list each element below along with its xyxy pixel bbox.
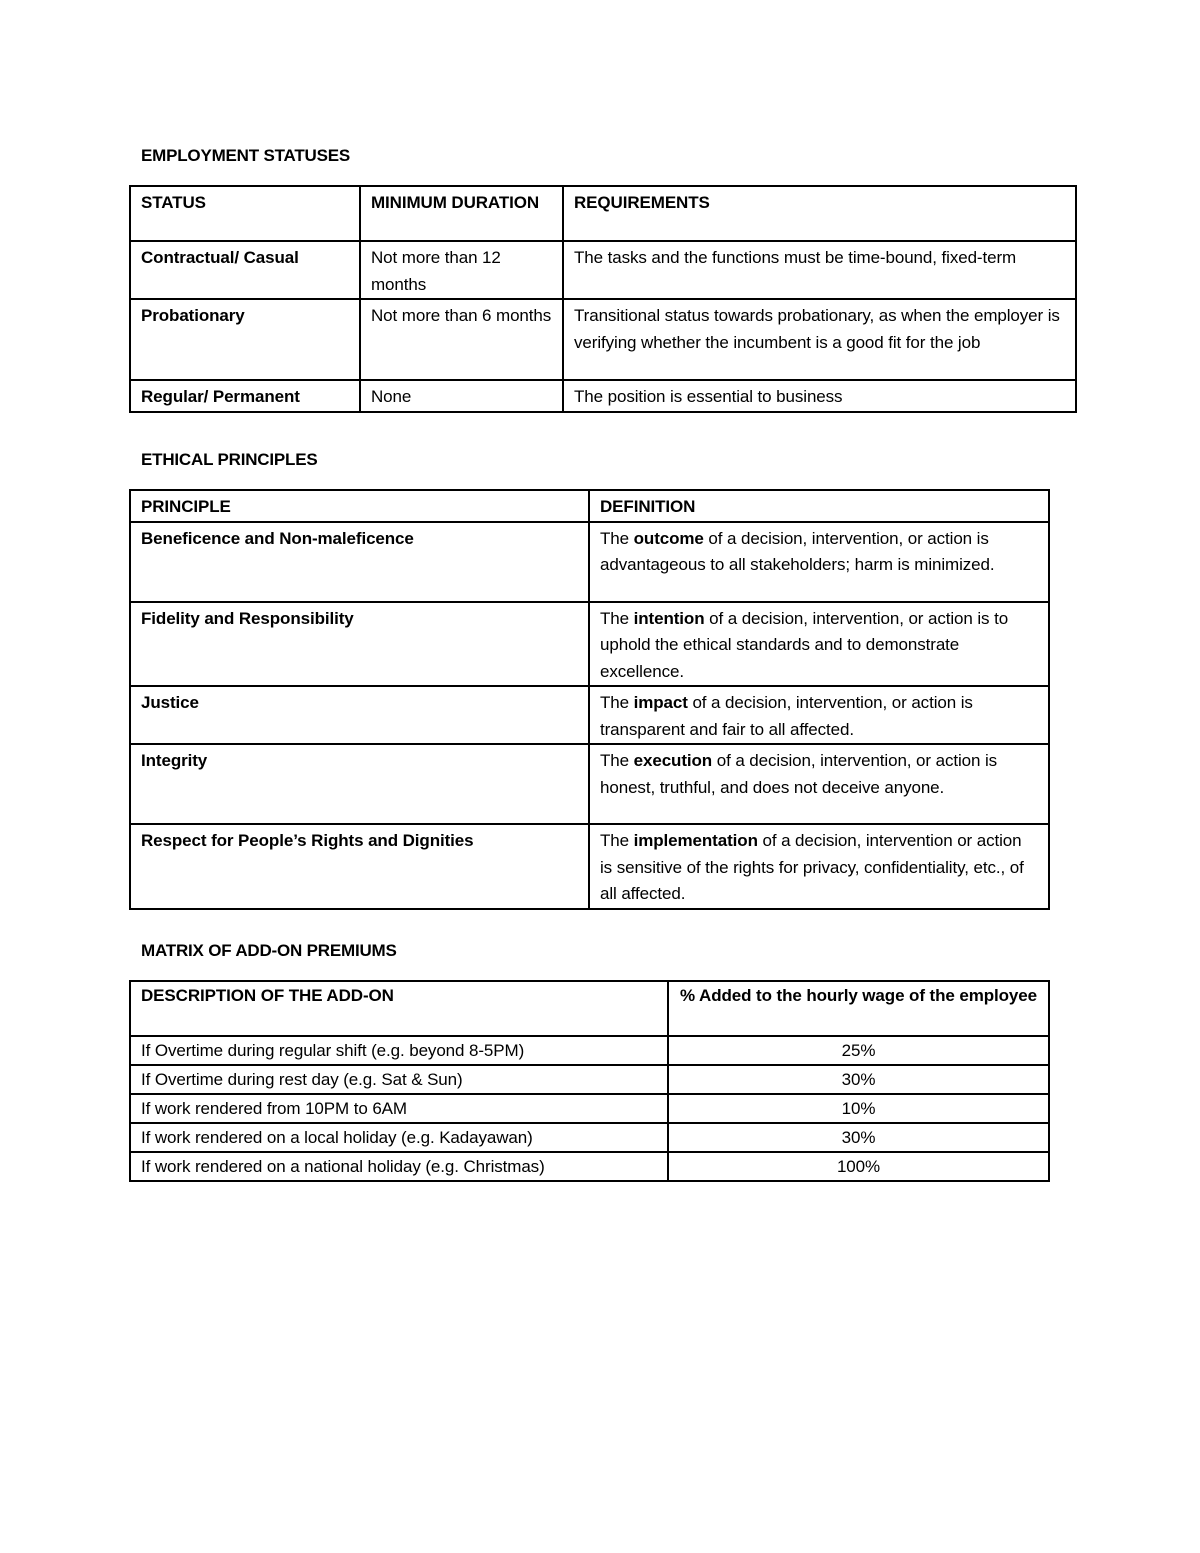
description-cell: If Overtime during rest day (e.g. Sat & Sun) <box>130 1065 668 1094</box>
header-definition: DEFINITION <box>589 490 1049 522</box>
table-row <box>130 1036 1049 1065</box>
description-cell: If Overtime during regular shift (e.g. beyond 8-5PM) <box>130 1036 668 1065</box>
definition-cell: The impact of a decision, intervention, or action is transparent and fair to all affected. <box>589 686 1049 744</box>
definition-cell: The execution of a decision, intervention, or action is honest, truthful, and does not deceive anyone. <box>589 744 1049 824</box>
table-row <box>130 1123 1049 1152</box>
status-cell: Regular/ Permanent <box>130 380 360 412</box>
table-row <box>130 1065 1049 1094</box>
employment-heading: EMPLOYMENT STATUSES <box>141 146 351 165</box>
description-cell: If work rendered on a national holiday (e.g. Christmas) <box>130 1152 668 1181</box>
requirements-cell: The position is essential to business <box>563 380 1076 412</box>
definition-keyword: implementation <box>633 831 758 850</box>
description-cell: If work rendered from 10PM to 6AM <box>130 1094 668 1123</box>
principle-cell: Integrity <box>130 744 589 824</box>
definition-keyword: execution <box>633 751 713 770</box>
duration-cell: None <box>360 380 563 412</box>
definition-cell: The outcome of a decision, intervention, or action is advantageous to all stakeholders; harm is minimized. <box>589 522 1049 602</box>
percent-cell: 100% <box>668 1152 1049 1181</box>
table-header-row <box>130 186 1076 241</box>
definition-keyword: intention <box>633 608 705 628</box>
description-cell: If work rendered on a local holiday (e.g. Kadayawan) <box>130 1123 668 1152</box>
table-row <box>130 522 1049 602</box>
percent-cell: 25% <box>668 1036 1049 1065</box>
table-row <box>130 241 1076 299</box>
table-header-row <box>130 490 1049 522</box>
status-cell: Contractual/ Casual <box>130 241 360 299</box>
duration-cell: Not more than 12 months <box>360 241 563 299</box>
duration-cell: Not more than 6 months <box>360 299 563 380</box>
definition-keyword: impact <box>633 693 688 712</box>
header-requirements: REQUIREMENTS <box>563 186 1076 241</box>
premiums-table <box>129 980 1050 1182</box>
table-row <box>130 380 1076 412</box>
principle-cell: Fidelity and Responsibility <box>130 602 589 687</box>
percent-cell: 30% <box>668 1065 1049 1094</box>
definition-cell: The implementation of a decision, intervention or action is sensitive of the rights for privacy, confidentiality, etc., of all affected. <box>589 824 1049 909</box>
percent-cell: 10% <box>668 1094 1049 1123</box>
header-status: STATUS <box>130 186 360 241</box>
table-row <box>130 602 1049 687</box>
table-row <box>130 299 1076 380</box>
requirements-cell: Transitional status towards probationary, as when the employer is verifying whether the incumbent is a good fit for the job <box>563 299 1076 380</box>
header-percent: % Added to the hourly wage of the employee <box>668 981 1049 1036</box>
definition-keyword: outcome <box>633 528 704 548</box>
table-row <box>130 1094 1049 1123</box>
status-cell: Probationary <box>130 299 360 380</box>
table-row <box>130 1152 1049 1181</box>
header-description: DESCRIPTION OF THE ADD-ON <box>130 981 668 1036</box>
table-row <box>130 824 1049 909</box>
ethics-heading: ETHICAL PRINCIPLES <box>141 450 318 469</box>
principle-cell: Justice <box>130 686 589 744</box>
table-header-row <box>130 981 1049 1036</box>
definition-cell: The intention of a decision, intervention, or action is to uphold the ethical standards and to demonstrate excellence. <box>589 602 1049 687</box>
table-row <box>130 686 1049 744</box>
employment-table <box>129 185 1077 413</box>
premiums-heading: MATRIX OF ADD-ON PREMIUMS <box>141 941 397 960</box>
percent-cell: 30% <box>668 1123 1049 1152</box>
header-duration: MINIMUM DURATION <box>360 186 563 241</box>
principle-cell: Respect for People’s Rights and Dignities <box>130 824 589 909</box>
requirements-cell: The tasks and the functions must be time-bound, fixed-term <box>563 241 1076 299</box>
ethics-table <box>129 489 1050 910</box>
principle-cell: Beneficence and Non-maleficence <box>130 522 589 602</box>
table-row <box>130 744 1049 824</box>
header-principle: PRINCIPLE <box>130 490 589 522</box>
